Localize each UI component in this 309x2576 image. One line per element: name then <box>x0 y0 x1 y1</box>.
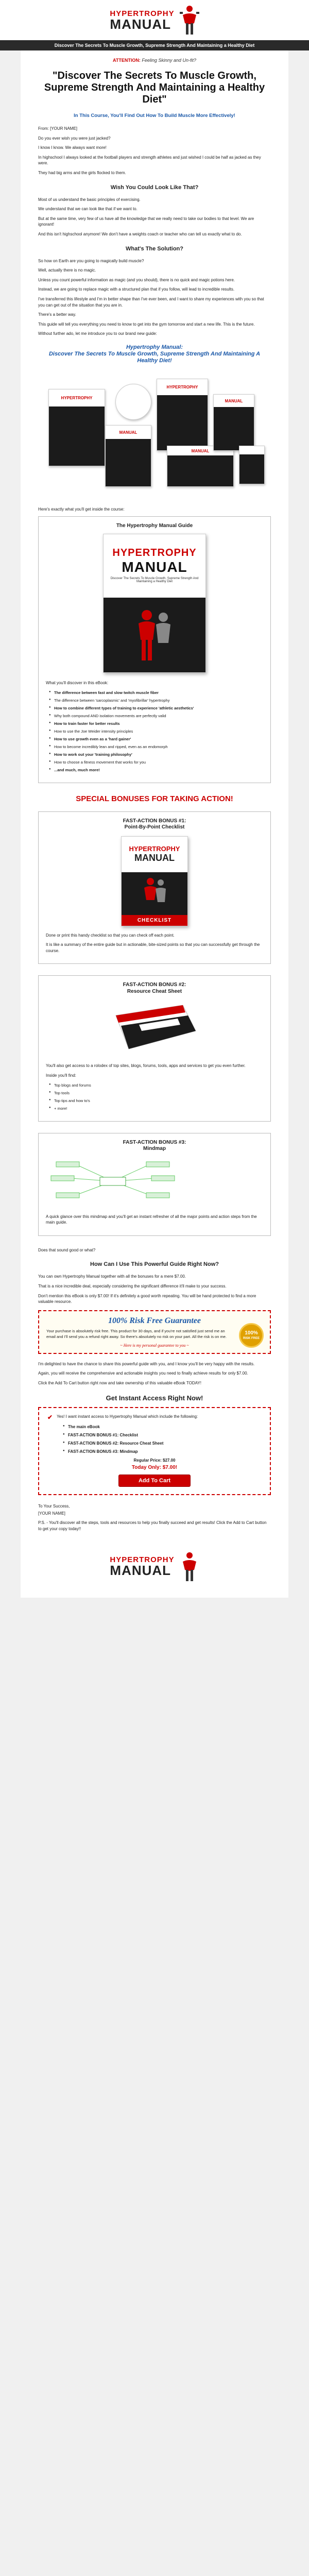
brand-logo <box>110 5 199 36</box>
bonus-description: You'll also get access to a rolodex of top sites, blogs, forums, tools, apps and services to get you even further. <box>46 1063 246 1069</box>
bonus-description: Inside you'll find: <box>46 1073 76 1078</box>
logo-line2: MANUAL <box>110 1563 171 1579</box>
attention-text: Feeling Skinny and Un-fit? <box>142 58 196 63</box>
order-item: ● The main eBook <box>63 1425 262 1429</box>
list-item: ● How to train faster for better results <box>49 721 263 727</box>
order-item: ● FAST-ACTION BONUS #1: Checklist <box>63 1433 262 1437</box>
body-paragraph: Again, you will receive the comprehensive and actionable insights you need to finally achieve results for only $7.00. <box>38 1371 248 1376</box>
order-items <box>63 1425 262 1454</box>
mindmap-image <box>46 1158 180 1205</box>
bonus-box-1 <box>38 811 271 964</box>
bonus-box-2 <box>38 975 271 1121</box>
seal-bottom: RISK FREE <box>243 1336 260 1340</box>
list-item: ● How to work out your 'training philosophy' <box>49 752 263 758</box>
list-item: ● Top blogs and forums <box>49 1082 263 1089</box>
postscript: P.S. - You'll discover all the steps, tools and resources to help you finally succeed and get results! Click the Add to Cart button to get your copy today!! <box>38 1520 267 1532</box>
cd-cover-image <box>115 384 151 420</box>
bonus-label: FAST-ACTION BONUS #2: <box>123 982 186 988</box>
athlete-figure-icon <box>180 1551 199 1582</box>
tablet-cover-image: MANUAL <box>167 446 234 487</box>
list-item: ● ...and much, much more! <box>49 767 263 773</box>
tagline-band: Discover The Secrets To Muscle Growth, Supreme Strength And Maintaining a Healthy Diet <box>0 40 309 50</box>
bonus-box-3 <box>38 1133 271 1236</box>
guarantee-signature: ~ Here is my personal guarantee to you ~ <box>120 1343 189 1348</box>
order-title: Get Instant Access Right Now! <box>106 1394 203 1402</box>
attention-line <box>38 58 271 63</box>
body-paragraph: Instead, we are going to replace magic with a structured plan that if you follow, will lead to incredible results. <box>38 287 235 292</box>
bonus-description: It is like a summary of the entire guide but in actionable, bite-sized points so that you can successfully get through the course. <box>46 942 260 953</box>
bonus-label: FAST-ACTION BONUS #3: <box>123 1139 186 1145</box>
list-item: ● How to use the Joe Weider intensity principles <box>49 728 263 735</box>
intro-paragraph: Do you ever wish you were just jacked? <box>38 135 111 141</box>
product-intro <box>38 344 271 365</box>
body-paragraph: Unless you count powerful information as magic (and you should), there is no quick and magic potions here. <box>38 277 235 282</box>
body-paragraph: There's a better way. <box>38 312 76 317</box>
cover-tag: CHECKLIST <box>122 915 187 926</box>
logo-line1: HYPERTROPHY <box>110 9 175 18</box>
list-item: ● Top tips and how to's <box>49 1098 263 1104</box>
section-title: Wish You Could Look Like That? <box>110 184 199 191</box>
bonus-description: Done or print this handy checklist so that you can check off each point. <box>46 933 175 938</box>
seal-top: 100% <box>245 1330 258 1336</box>
guarantee-box <box>38 1310 271 1354</box>
guarantee-seal-icon <box>239 1323 264 1348</box>
ebook-cover-image: MANUAL <box>105 425 151 487</box>
headline: "Discover The Secrets To Muscle Growth, Supreme Strength And Maintaining a Healthy Diet" <box>44 70 265 105</box>
bonus-label: FAST-ACTION BONUS #1: <box>123 818 186 824</box>
body-paragraph: Don't mention this eBook is only $7.00! If it's definitely a good worth repeating. You will be hand protected to find a more valuable resource. <box>38 1293 256 1304</box>
athlete-figure-icon <box>180 5 199 36</box>
intro-paragraph: In highschool I always looked at the football players and strength athletes and just wished I could be half as jacked as they were. <box>38 155 261 166</box>
site-header <box>0 0 309 40</box>
checkmark-icon: ✔ <box>47 1414 53 1421</box>
order-yes-text: Yes! I want instant access to Hypertrophy Manual which include the following: <box>57 1414 198 1419</box>
order-confirmation <box>47 1414 262 1420</box>
logo-line1: HYPERTROPHY <box>110 1555 175 1565</box>
ebook-cover-image: HYPERTROPHY <box>48 389 105 466</box>
logo-line2: MANUAL <box>110 16 171 32</box>
signoff-name: [YOUR NAME] <box>38 1511 65 1516</box>
guide-cover-image <box>103 534 206 673</box>
list-item: ● The difference between fast and slow twitch muscle fiber <box>49 690 263 696</box>
sound-good: Does that sound good or what? <box>38 1247 96 1252</box>
benefits-list <box>49 690 263 773</box>
cover-title-line1: HYPERTROPHY <box>112 547 197 559</box>
list-item: ● How to choose a fitness movement that works for you <box>49 759 263 766</box>
covers-caption: Here's exactly what you'll get inside the course: <box>38 507 125 512</box>
intro-paragraph: They had big arms and the girls flocked to them. <box>38 170 126 175</box>
cover-title-line2: MANUAL <box>122 559 187 575</box>
cover-subtitle: Discover The Secrets To Muscle Growth, Supreme Strength And Maintaining a Healthy Diet <box>110 577 199 584</box>
body-paragraph: So how on Earth are you going to magically build muscle? <box>38 258 144 263</box>
cover-title-line2: MANUAL <box>134 853 175 863</box>
guide-box <box>38 516 271 783</box>
intro-paragraph: From: [YOUR NAME] <box>38 126 78 131</box>
ebook-cover-image: MANUAL <box>213 394 254 451</box>
bonus-description: A quick glance over this mindmap and you'll get an instant refresher of all the major points and action steps from the main guide. <box>46 1214 257 1225</box>
body-paragraph: I'm delighted to have the chance to share this powerful guide with you, and I know you'll be very happy with the results. <box>38 1361 255 1366</box>
resource-list <box>49 1082 263 1112</box>
footer <box>21 1546 288 1598</box>
bonus-heading: SPECIAL BONUSES FOR TAKING ACTION! <box>76 794 233 803</box>
body-paragraph: And this isn't highschool anymore! We don't have a weights coach or teacher who can tell us exactly what to do. <box>38 231 242 236</box>
athlete-silhouette-icon <box>131 607 178 664</box>
body-paragraph: Most of us understand the basic principles of exercising. <box>38 197 141 202</box>
checklist-cover-image <box>121 836 188 926</box>
order-item: ● FAST-ACTION BONUS #3: Mindmap <box>63 1449 262 1454</box>
bonus-name: Resource Cheat Sheet <box>127 988 182 994</box>
bonus-name: Point-By-Point Checklist <box>124 824 185 831</box>
body-paragraph: That is a nice incredible deal, especially considering the significant difference it'll make to your success. <box>38 1283 227 1289</box>
list-item: ● Top tools <box>49 1090 263 1096</box>
ebook-cover-image: HYPERTROPHY <box>157 379 208 451</box>
today-price: Today Only: $7.00! <box>131 1465 178 1471</box>
list-item: ● How to combine different types of training to experience 'athletic aesthetics' <box>49 705 263 711</box>
bonus-title <box>46 1140 263 1153</box>
list-item: ● The difference between 'sarcoplasmic' and 'myofibrillar' hypertrophy <box>49 698 263 704</box>
body-paragraph: But at the same time, very few of us have all the knowledge that we really need to take our bodies to that level. We are ignorant! <box>38 216 254 227</box>
cover-title-line1: HYPERTROPHY <box>129 845 180 853</box>
body-paragraph: Click the Add To Cart button right now and take ownership of this valuable eBook TODAY! <box>38 1380 201 1385</box>
footer-logo <box>110 1551 199 1582</box>
bonus-title <box>46 818 263 831</box>
add-to-cart-button[interactable]: Add To Cart <box>118 1475 191 1487</box>
body-paragraph: Well, actually there is no magic. <box>38 268 96 273</box>
guarantee-title: 100% Risk Free Guarantee <box>108 1316 201 1325</box>
list-item: ● Why both compound AND isolation movements are perfectly valid <box>49 713 263 719</box>
bonus-title <box>46 982 263 995</box>
subheadline: In This Course, You'll Find Out How To Build Muscle More Effectively! <box>74 113 235 118</box>
body-paragraph: I've transferred this lifestyle and I'm in better shape than I've ever been, and I want to share my experiences with you so that you can get out of the situation that you are in. <box>38 296 264 308</box>
body-paragraph: Without further ado, let me introduce you to our brand new guide: <box>38 331 157 336</box>
signoff-line: To Your Success, <box>38 1504 70 1509</box>
bonus-name: Mindmap <box>143 1146 166 1152</box>
regular-price: Regular Price: $27.00 <box>133 1458 176 1463</box>
body-paragraph: We understand that we can look like that if we want to. <box>38 207 138 212</box>
list-item: ● + more! <box>49 1106 263 1112</box>
order-item: ● FAST-ACTION BONUS #2: Resource Cheat Sheet <box>63 1441 262 1446</box>
athlete-silhouette-icon <box>139 875 170 911</box>
product-tagline: Discover The Secrets To Muscle Growth, Supreme Strength And Maintaining A Healthy Diet! <box>48 351 261 364</box>
guide-title: The Hypertrophy Manual Guide <box>116 523 193 529</box>
list-item: ● How to become incredibly lean and ripped, even as an endomorph <box>49 744 263 750</box>
attention-label: ATTENTION: <box>113 58 141 63</box>
main-content <box>21 50 288 1546</box>
section-title: How Can I Use This Powerful Guide Right Now? <box>90 1261 219 1268</box>
phone-cover-image <box>239 446 265 484</box>
body-paragraph: This guide will tell you everything you need to know to get into the gym tomorrow and start a new life. This is the future. <box>38 321 255 327</box>
list-item: ● How to use growth even as a 'hard gainer' <box>49 736 263 742</box>
intro-paragraph: I know I know. We always want more! <box>38 145 107 150</box>
list-intro: What you'll discover in this eBook: <box>46 681 109 686</box>
order-box <box>38 1407 271 1495</box>
product-name: Hypertrophy Manual: <box>126 344 183 350</box>
guarantee-text: Your purchase is absolutely risk free. This product for 30 days, and if you're not satisfied just send me an email and I'll send you a refund right away. So there's absolutely no risk on your part. All the risk is on me. <box>46 1328 227 1339</box>
body-paragraph: You can own Hypertrophy Manual together with all the bonuses for a mere $7.00. <box>38 1274 186 1279</box>
product-bundle-image <box>38 368 271 497</box>
cheat-sheet-cover-image <box>111 1000 198 1057</box>
section-title: What's The Solution? <box>126 245 183 252</box>
